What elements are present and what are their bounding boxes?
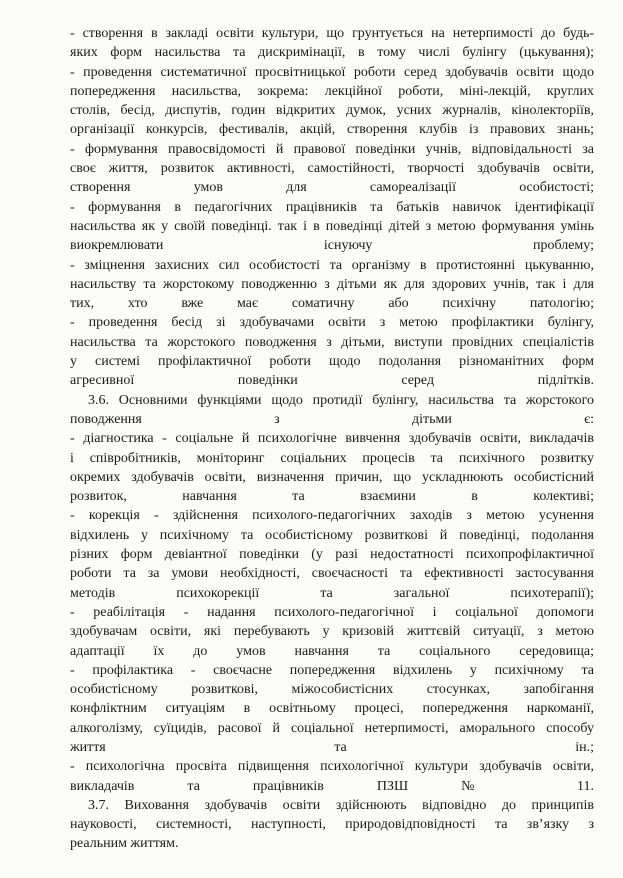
- text-line: організації конкурсів, фестивалів, акцій, створення клубів із правових знань;: [70, 122, 594, 138]
- text-line: методів психокорекції та загальної психотерапії);: [70, 585, 594, 601]
- text-line: - психологічна просвіта підвищення психологічної культури здобувачів освіти,: [70, 759, 594, 775]
- text-line: - формування в педагогічних працівників та батьків навичок ідентифікації: [70, 199, 594, 215]
- text-line: адаптації їх до умов навчання та соціального середовища;: [70, 643, 594, 659]
- text-line: здобувачам освіти, які перебувають у кризовій життєвій ситуації, з метою: [70, 624, 594, 640]
- text-line: 3.7. Виховання здобувачів освіти здійснюють відповідно до принципів: [88, 797, 594, 813]
- text-line: - реабілітація - надання психолого-педагогічної і соціальної допомоги: [70, 604, 594, 620]
- text-line: конфліктним ситуаціям в освітньому процесі, попередження наркоманії,: [70, 701, 594, 717]
- text-line: - профілактика - своєчасне попередження відхилень у психічному та: [70, 662, 594, 678]
- text-line: - формування правосвідомості й правової поведінки учнів, відповідальності за: [70, 141, 594, 157]
- text-line: - корекція - здійснення психолого-педагогічних заходів з метою усунення: [70, 508, 594, 524]
- text-line: відхилень у психічному та особистісному розвиткові й поведінці, подолання: [70, 527, 594, 543]
- text-line: столів, бесід, диспутів, годин відкритих думок, усних журналів, кінолекторіїв,: [70, 103, 594, 119]
- text-line: різних форм девіантної поведінки (у разі недостатності психопрофілактичної: [70, 547, 594, 563]
- text-line: особистісному розвиткові, міжособистісних стосунках, запобігання: [70, 682, 594, 698]
- text-line: - проведення бесід зі здобувачами освіти з метою профілактики булінгу,: [70, 315, 594, 331]
- text-line: тих, хто вже має соматичну або психічну патологію;: [70, 296, 594, 312]
- text-line: - діагностика - соціальне й психологічне вивчення здобувачів освіти, викладачів: [70, 431, 594, 447]
- text-line: реальним життям.: [70, 836, 179, 852]
- text-line: яких форм насильства та дискримінації, в тому числі булінгу (цькування);: [70, 45, 594, 61]
- text-line: алкоголізму, суїцидів, расової й соціальної нетерпимості, аморального способу: [70, 720, 594, 736]
- text-line: окремих здобувачів освіти, визначення причин, що ускладнюють особистісний: [70, 469, 594, 485]
- text-line: створення умов для самореалізації особистості;: [70, 180, 594, 196]
- text-line: поводження з дітьми є:: [70, 411, 594, 427]
- text-line: життя та ін.;: [70, 739, 594, 755]
- text-line: - створення в закладі освіти культури, що грунтується на нетерпимості до будь-: [70, 26, 594, 41]
- text-line: науковості, системності, наступності, природовідповідності та зв’язку з: [70, 817, 594, 833]
- text-line: у системі профілактичної роботи щодо подолання різноманітних форм: [70, 354, 594, 370]
- document-body: [70, 24, 594, 854]
- text-line: виокремлювати існуючу проблему;: [70, 238, 594, 254]
- text-line: - проведення систематичної просвітницької роботи серед здобувачів освіти щодо: [70, 64, 594, 80]
- text-line: агресивної поведінки серед підлітків.: [70, 373, 594, 389]
- text-line: роботи та за умови необхідності, своєчасності та ефективності застосування: [70, 566, 594, 582]
- text-line: розвиток, навчання та взаємини в колективі;: [70, 489, 594, 505]
- text-line: своє життя, розвиток активності, самостійності, творчості здобувачів освіти,: [70, 161, 594, 177]
- text-line: і співробітників, моніторинг соціальних процесів та психічного розвитку: [70, 450, 594, 466]
- text-line: насильству та жорстокому поводженню з дітьми як для здорових учнів, так і для: [70, 276, 594, 292]
- text-line: - зміцнення захисних сил особистості та організму в протистоянні цькуванню,: [70, 257, 594, 273]
- text-line: попередження насильства, зокрема: лекційної роботи, міні-лекцій, круглих: [70, 83, 594, 99]
- text-line: насильства як у своїй поведінці. так і в поведінці дітей з метою формування умінь: [70, 218, 594, 234]
- text-line: 3.6. Основними функціями щодо протидії булінгу, насильства та жорстокого: [88, 392, 594, 408]
- text-line: насильства та жорстокого поводження з дітьми, виступи провідних спеціалістів: [70, 334, 594, 350]
- text-line: викладачів та працівників ПЗШ № 11.: [70, 778, 594, 794]
